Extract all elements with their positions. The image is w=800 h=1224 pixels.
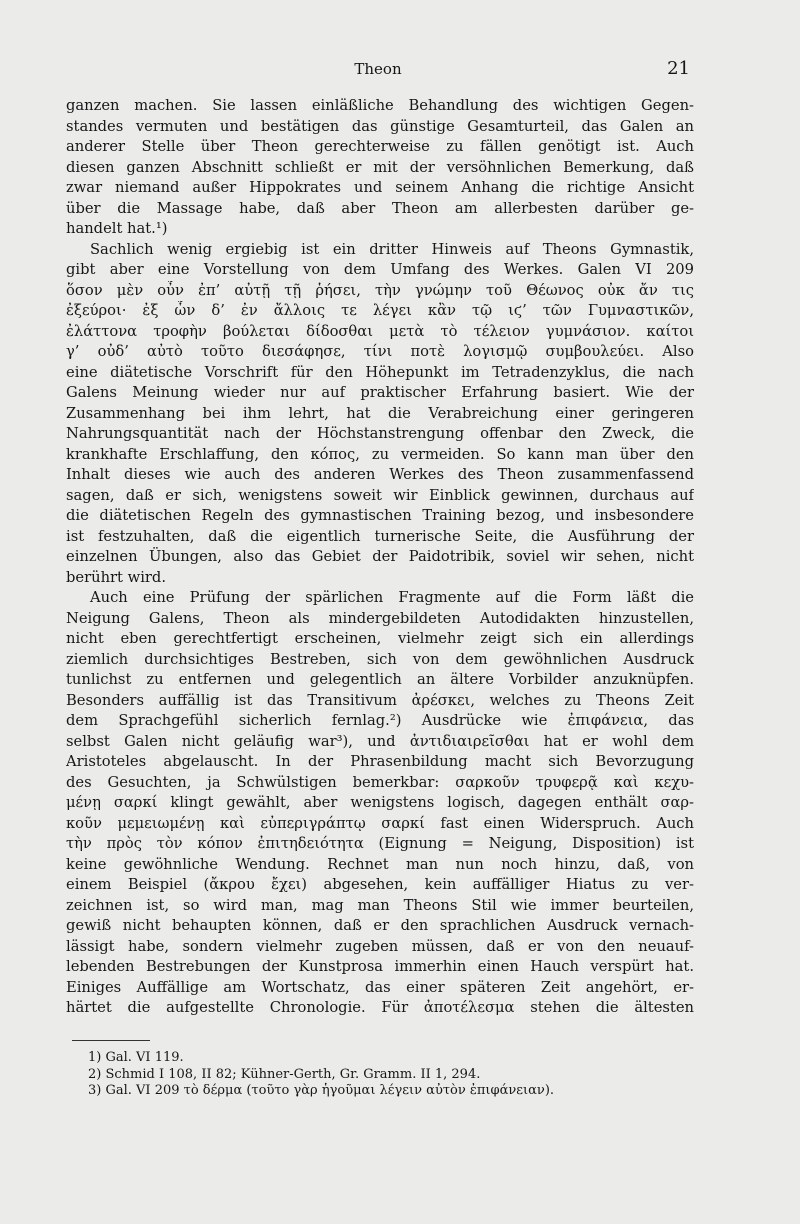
running-head	[66, 58, 690, 80]
footnotes	[88, 1050, 688, 1100]
text-line: eine diätetische Vorschrift für den Höhepunkt im Tetradenzyklus, die nach	[66, 363, 694, 381]
text-line: zwar niemand außer Hippokrates und seinem Anhang die richtige Ansicht	[66, 179, 694, 196]
footnote: 1) Gal. VI 119.	[88, 1050, 184, 1065]
text-line: krankhafte Erschlaffung, den κόπος, zu vermeiden. So kann man über den	[66, 445, 694, 463]
text-line: tunlichst zu entfernen und gelegentlich an ältere Vorbilder anzuknüpfen.	[66, 671, 694, 688]
text-line: Nahrungsquantität nach der Höchstanstrengung offenbar den Zweck, die	[66, 425, 694, 442]
footnote: 3) Gal. VI 209 τὸ δέρμα (τοῦτο γὰρ ἡγοῦμαι λέγειν αὐτὸν ἐπιφάνειαν).	[88, 1083, 555, 1098]
text-line: einem Beispiel (ἄκρου ἔχει) abgesehen, kein auffälliger Hiatus zu ver-	[66, 876, 694, 893]
text-line: μένῃ σαρκί klingt gewählt, aber wenigstens logisch, dagegen enthält σαρ-	[66, 794, 694, 811]
text-line: Neigung Galens, Theon als mindergebildeten Autodidakten hinzustellen,	[66, 609, 694, 627]
text-line: diesen ganzen Abschnitt schließt er mit der versöhnlichen Bemerkung, daß	[66, 158, 694, 176]
text-line: anderer Stelle über Theon gerechterweise zu fällen genötigt ist. Auch	[66, 138, 694, 155]
text-line: Besonders auffällig ist das Transitivum ἀρέσκει, welches zu Theons Zeit	[66, 691, 694, 709]
footnote: 2) Schmid I 108, II 82; Kühner-Gerth, Gr. Gramm. II 1, 294.	[88, 1066, 481, 1082]
text-line: Aristoteles abgelauscht. In der Phrasenbildung macht sich Bevorzugung	[66, 753, 694, 770]
text-line: Zusammenhang bei ihm lehrt, hat die Verabreichung einer geringeren	[66, 404, 694, 422]
text-line: ganzen machen. Sie lassen einläßliche Behandlung des wichtigen Gegen-	[66, 97, 694, 114]
text-line: sagen, daß er sich, wenigstens soweit wir Einblick gewinnen, durchaus auf	[66, 486, 694, 504]
text-line: zeichnen ist, so wird man, mag man Theons Stil wie immer beurteilen,	[66, 896, 694, 914]
text-line: gibt aber eine Vorstellung von dem Umfang des Werkes. Galen VI 209	[66, 261, 694, 278]
text-line: ziemlich durchsichtiges Bestreben, sich von dem gewöhnlichen Ausdruck	[66, 650, 694, 668]
text-line: Inhalt dieses wie auch des anderen Werkes des Theon zusammenfassend	[66, 466, 694, 483]
text-line: lebenden Bestrebungen der Kunstprosa immerhin einen Hauch verspürt hat.	[66, 958, 694, 975]
text-line: γ’ οὐδ’ αὐτὸ τοῦτο διεσάφησε, τίνι ποτὲ λογισμῷ συμβουλεύει. Also	[66, 343, 694, 360]
text-line: berührt wird.	[66, 568, 166, 586]
text-line: standes vermuten und bestätigen das günstige Gesamturteil, das Galen an	[66, 117, 694, 135]
text-line: über die Massage habe, daß aber Theon am allerbesten darüber ge-	[66, 199, 694, 217]
text-line: nicht eben gerechtfertigt erscheinen, vielmehr zeigt sich ein allerdings	[66, 630, 694, 647]
text-line: Einiges Auffällige am Wortschatz, das einer späteren Zeit angehört, er-	[66, 978, 694, 996]
text-line: keine gewöhnliche Wendung. Rechnet man nun noch hinzu, daß, von	[66, 855, 694, 873]
text-line: Auch eine Prüfung der spärlichen Fragmente auf die Form läßt die	[90, 589, 694, 606]
text-line: gewiß nicht behaupten können, daß er den sprachlichen Ausdruck vernach-	[66, 917, 694, 934]
text-line: die diätetischen Regeln des gymnastischen Training bezog, und insbesondere	[66, 507, 694, 524]
text-line: ὅσον μὲν οὖν ἐπ’ αὐτῇ τῇ ῥήσει, τὴν γνώμην τοῦ Θέωνος οὐκ ἄν τις	[66, 281, 694, 299]
text-line: κοῦν μεμειωμένῃ καὶ εὐπεριγράπτῳ σαρκί fast einen Widerspruch. Auch	[66, 814, 694, 832]
text-line: τὴν πρὸς τὸν κόπον ἐπιτηδειότητα (Eignung = Neigung, Disposition) ist	[66, 835, 694, 852]
text-line: härtet die aufgestellte Chronologie. Für ἀποτέλεσμα stehen die ältesten	[66, 999, 694, 1016]
text-line: dem Sprachgefühl sicherlich fernlag.²) Ausdrücke wie ἐπιφάνεια, das	[66, 712, 694, 729]
text-line: Sachlich wenig ergiebig ist ein dritter Hinweis auf Theons Gymnastik,	[90, 240, 694, 258]
page-number: 21	[667, 58, 690, 79]
text-line: Galens Meinung wieder nur auf praktischer Erfahrung basiert. Wie der	[66, 384, 694, 401]
text-line: ist festzuhalten, daß die eigentlich turnerische Seite, die Ausführung der	[66, 527, 694, 545]
text-line: des Gesuchten, ja Schwülstigen bemerkbar: σαρκοῦν τρυφερᾷ καὶ κεχυ-	[66, 773, 694, 791]
body-text	[66, 96, 694, 1019]
text-line: lässigt habe, sondern vielmehr zugeben müssen, daß er von den neuauf-	[66, 937, 694, 955]
text-line: einzelnen Übungen, also das Gebiet der Paidotribik, soviel wir sehen, nicht	[66, 548, 694, 565]
text-line: handelt hat.¹)	[66, 220, 168, 237]
text-line: selbst Galen nicht geläufig war³), und ἀντιδιαιρεῖσθαι hat er wohl dem	[66, 732, 694, 750]
running-title: Theon	[354, 60, 402, 78]
footnote-divider	[72, 1040, 150, 1041]
text-line: ἐλάττονα τροφὴν βούλεται δίδοσθαι μετὰ τὸ τέλειον γυμνάσιον. καίτοι	[66, 322, 694, 340]
text-line: ἐξεύροι· ἐξ ὧν δ’ ἐν ἄλλοις τε λέγει κἂν τῷ ιϛ’ τῶν Γυμναστικῶν,	[66, 302, 694, 319]
